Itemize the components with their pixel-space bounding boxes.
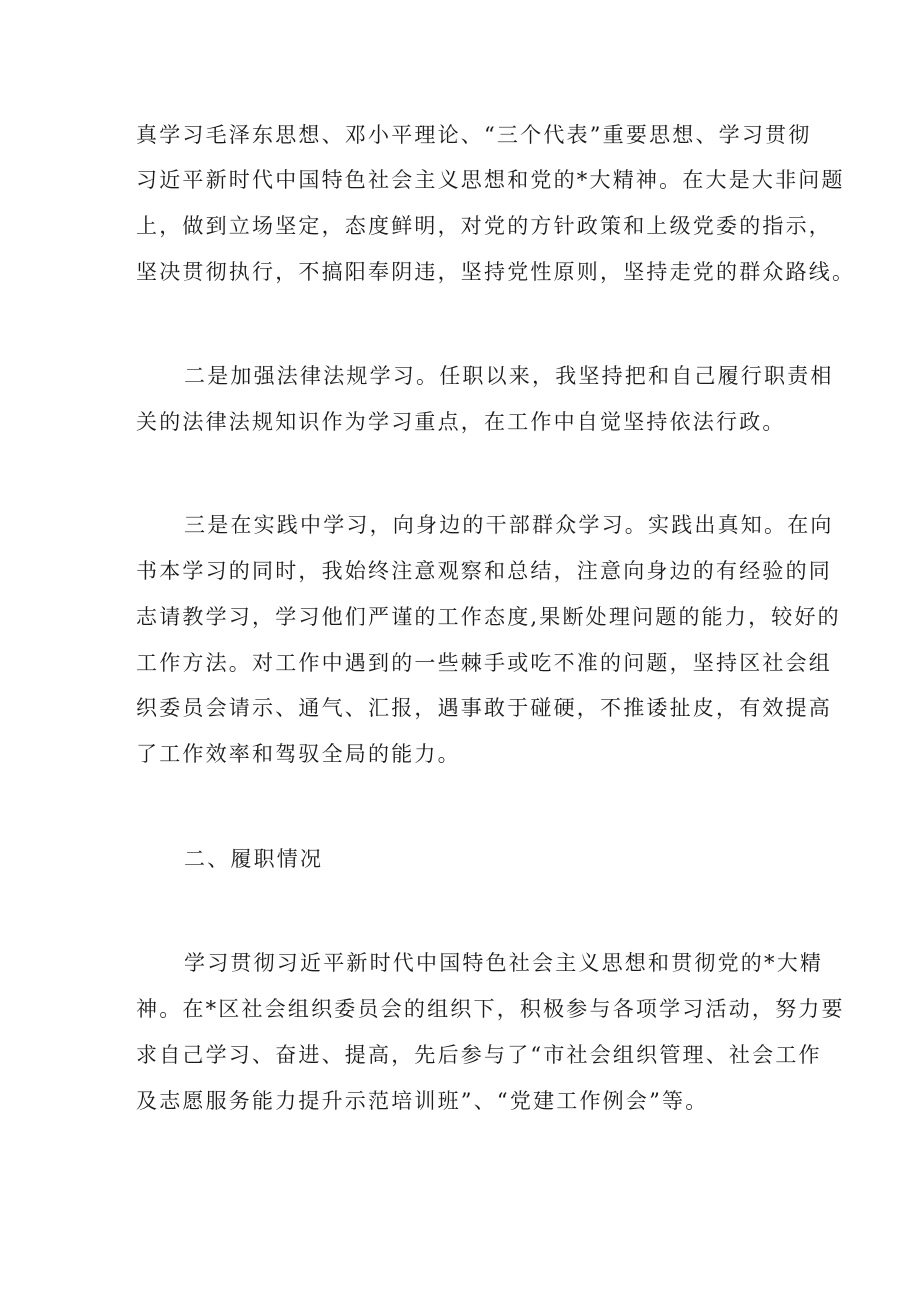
paragraph-line: 及志愿服务能力提升示范培训班”、“党建工作例会”等。 <box>136 1089 709 1113</box>
paragraph-line: 三是在实践中学习，向身边的干部群众学习。实践出真知。在向 <box>184 513 834 537</box>
paragraph-line: 了工作效率和驾驭全局的能力。 <box>136 742 461 766</box>
paragraph-line: 志请教学习，学习他们严谨的工作态度,果断处理问题的能力，较好的 <box>136 605 841 629</box>
paragraph-line: 工作方法。对工作中遇到的一些棘手或吃不准的问题，坚持区社会组 <box>136 651 832 675</box>
paragraph-line: 二是加强法律法规学习。任职以来，我坚持把和自己履行职责相 <box>184 364 834 388</box>
paragraph-line: 上，做到立场坚定，态度鲜明，对党的方针政策和上级党委的指示， <box>136 214 832 238</box>
paragraph-line: 织委员会请示、通气、汇报，遇事敢于碰硬，不推诿扯皮，有效提高 <box>136 696 832 720</box>
paragraph-line: 神。在*区社会组织委员会的组织下，积极参与各项学习活动，努力要 <box>136 997 845 1021</box>
paragraph-line: 书本学习的同时，我始终注意观察和总结，注意向身边的有经验的同 <box>136 559 832 583</box>
paragraph-line: 关的法律法规知识作为学习重点，在工作中自觉坚持依法行政。 <box>136 410 786 434</box>
paragraph-line: 真学习毛泽东思想、邓小平理论、“三个代表”重要思想、学习贯彻 <box>136 123 812 147</box>
section-heading: 二、履职情况 <box>184 847 324 871</box>
paragraph-line: 求自己学习、奋进、提高，先后参与了“市社会组织管理、社会工作 <box>136 1043 822 1067</box>
paragraph-line: 学习贯彻习近平新时代中国特色社会主义思想和贯彻党的*大精 <box>184 951 824 975</box>
paragraph-line: 习近平新时代中国特色社会主义思想和党的*大精神。在大是大非问题 <box>136 168 845 192</box>
paragraph-line: 坚决贯彻执行，不搞阳奉阴违，坚持党性原则，坚持走党的群众路线。 <box>136 260 856 284</box>
